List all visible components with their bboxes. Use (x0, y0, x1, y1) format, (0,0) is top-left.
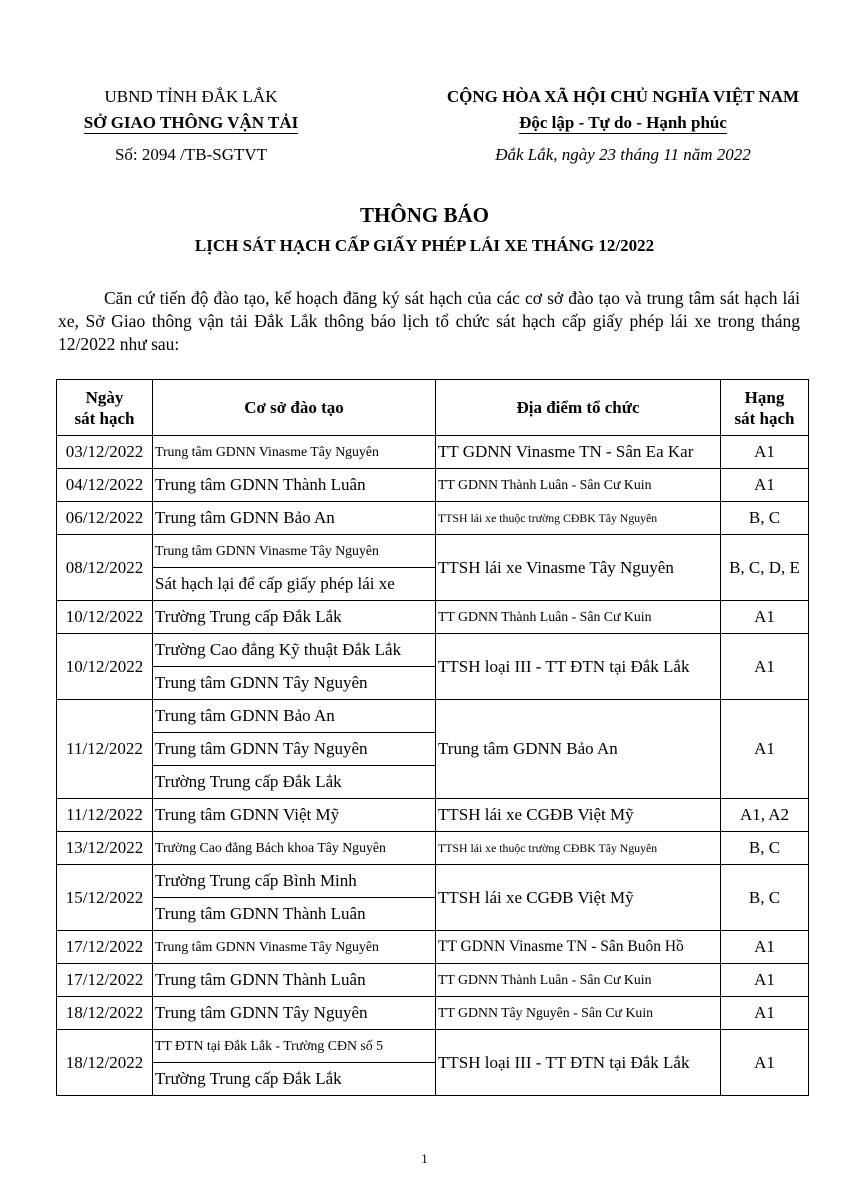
cell-location: TTSH lái xe CGĐB Việt Mỹ (436, 865, 721, 931)
cell-facility: Trung tâm GDNN Thành Luân (153, 898, 436, 931)
document-number: Số: 2094 /TB-SGTVT (114, 145, 268, 164)
cell-facility: Trung tâm GDNN Tây Nguyên (153, 997, 436, 1030)
cell-class: A1 (721, 469, 809, 502)
cell-facility: Trường Cao đẳng Bách khoa Tây Nguyên (153, 832, 436, 865)
country-name: CỘNG HÒA XÃ HỘI CHỦ NGHĨA VIỆT NAM (446, 87, 800, 106)
cell-location: Trung tâm GDNN Bảo An (436, 700, 721, 799)
cell-date: 17/12/2022 (57, 931, 153, 964)
schedule-table (56, 379, 809, 1096)
table-row (57, 799, 809, 832)
issuer-department (60, 110, 322, 136)
cell-date: 13/12/2022 (57, 832, 153, 865)
cell-location: TTSH lái xe Vinasme Tây Nguyên (436, 535, 721, 601)
cell-location: TTSH lái xe thuộc trường CĐBK Tây Nguyên (436, 502, 721, 535)
cell-location: TT GDNN Thành Luân - Sân Cư Kuin (436, 469, 721, 502)
header-date: Ngày sát hạch (57, 380, 153, 436)
header-class: Hạng sát hạch (721, 380, 809, 436)
cell-class: B, C (721, 832, 809, 865)
table-row (57, 865, 809, 898)
cell-facility: Trung tâm GDNN Bảo An (153, 502, 436, 535)
cell-location: TT GDNN Tây Nguyên - Sân Cư Kuin (436, 997, 721, 1030)
intro-text: Căn cứ tiến độ đào tạo, kế hoạch đăng ký sát hạch của các cơ sở đào tạo và trung tâm sát hạch lái xe, Sở Giao thông vận tải Đắk Lắk thông báo lịch tổ chức sát hạch cấp giấy phép lái xe trong tháng 12/2022 như sau: (58, 288, 800, 354)
issuer-block (60, 84, 322, 168)
table-row (57, 832, 809, 865)
cell-date: 17/12/2022 (57, 964, 153, 997)
cell-class: A1 (721, 700, 809, 799)
table-row (57, 436, 809, 469)
intro-paragraph (58, 287, 800, 356)
cell-location: TT GDNN Thành Luân - Sân Cư Kuin (436, 964, 721, 997)
cell-facility: Trung tâm GDNN Tây Nguyên (153, 667, 436, 700)
cell-facility: Trung tâm GDNN Vinasme Tây Nguyên (153, 436, 436, 469)
header-facility: Cơ sở đào tạo (153, 380, 436, 436)
cell-class: B, C (721, 865, 809, 931)
cell-location: TTSH loại III - TT ĐTN tại Đắk Lắk (436, 1030, 721, 1096)
cell-date: 15/12/2022 (57, 865, 153, 931)
cell-class: A1 (721, 1030, 809, 1096)
cell-facility: Trung tâm GDNN Thành Luân (153, 964, 436, 997)
table-row (57, 931, 809, 964)
cell-date: 11/12/2022 (57, 700, 153, 799)
cell-date: 18/12/2022 (57, 997, 153, 1030)
table-header-row (57, 380, 809, 436)
cell-date: 11/12/2022 (57, 799, 153, 832)
header-location: Địa điểm tổ chức (436, 380, 721, 436)
table-row (57, 601, 809, 634)
table-row (57, 634, 809, 667)
cell-date: 18/12/2022 (57, 1030, 153, 1096)
cell-class: A1 (721, 931, 809, 964)
document-title: THÔNG BÁO (360, 203, 489, 227)
cell-facility: Trung tâm GDNN Việt Mỹ (153, 799, 436, 832)
cell-date: 10/12/2022 (57, 601, 153, 634)
issuer-department-text: SỞ GIAO THÔNG VẬN TẢI (83, 113, 299, 132)
cell-facility: TT ĐTN tại Đắk Lắk - Trường CĐN số 5 (153, 1030, 436, 1063)
cell-facility: Trường Trung cấp Đắk Lắk (153, 766, 436, 799)
cell-facility: Trường Trung cấp Đắk Lắk (153, 601, 436, 634)
cell-location: TT GDNN Thành Luân - Sân Cư Kuin (436, 601, 721, 634)
cell-location: TTSH lái xe CGĐB Việt Mỹ (436, 799, 721, 832)
table-row (57, 997, 809, 1030)
cell-facility: Trung tâm GDNN Vinasme Tây Nguyên (153, 535, 436, 568)
cell-date: 04/12/2022 (57, 469, 153, 502)
table-row (57, 1030, 809, 1063)
cell-facility: Trường Trung cấp Đắk Lắk (153, 1063, 436, 1096)
cell-facility: Trung tâm GDNN Bảo An (153, 700, 436, 733)
cell-class: B, C, D, E (721, 535, 809, 601)
cell-location: TT GDNN Vinasme TN - Sân Ea Kar (436, 436, 721, 469)
cell-date: 06/12/2022 (57, 502, 153, 535)
national-motto-block (428, 84, 818, 168)
cell-date: 08/12/2022 (57, 535, 153, 601)
table-row (57, 964, 809, 997)
cell-facility: Trường Cao đẳng Kỹ thuật Đắk Lắk (153, 634, 436, 667)
cell-class: A1 (721, 634, 809, 700)
table-row (57, 502, 809, 535)
cell-date: 03/12/2022 (57, 436, 153, 469)
cell-date: 10/12/2022 (57, 634, 153, 700)
cell-class: A1 (721, 964, 809, 997)
document-date: Đắk Lắk, ngày 23 tháng 11 năm 2022 (495, 145, 751, 164)
cell-facility: Trung tâm GDNN Tây Nguyên (153, 733, 436, 766)
page-number: 1 (421, 1151, 428, 1166)
cell-class: A1, A2 (721, 799, 809, 832)
table-row (57, 700, 809, 733)
document-subtitle: LỊCH SÁT HẠCH CẤP GIẤY PHÉP LÁI XE THÁNG 12/2022 (194, 236, 655, 255)
table-row (57, 469, 809, 502)
cell-location: TTSH lái xe thuộc trường CĐBK Tây Nguyên (436, 832, 721, 865)
issuer-province: UBND TỈNH ĐẮK LẮK (104, 87, 278, 106)
cell-facility: Trung tâm GDNN Thành Luân (153, 469, 436, 502)
motto-text: Độc lập - Tự do - Hạnh phúc (519, 113, 727, 132)
cell-class: A1 (721, 997, 809, 1030)
cell-class: A1 (721, 436, 809, 469)
cell-facility: Trường Trung cấp Bình Minh (153, 865, 436, 898)
cell-facility: Sát hạch lại để cấp giấy phép lái xe (153, 568, 436, 601)
motto (428, 110, 818, 136)
cell-location: TT GDNN Vinasme TN - Sân Buôn Hồ (436, 931, 721, 964)
cell-location: TTSH loại III - TT ĐTN tại Đắk Lắk (436, 634, 721, 700)
cell-class: B, C (721, 502, 809, 535)
cell-facility: Trung tâm GDNN Vinasme Tây Nguyên (153, 931, 436, 964)
cell-class: A1 (721, 601, 809, 634)
table-row (57, 535, 809, 568)
